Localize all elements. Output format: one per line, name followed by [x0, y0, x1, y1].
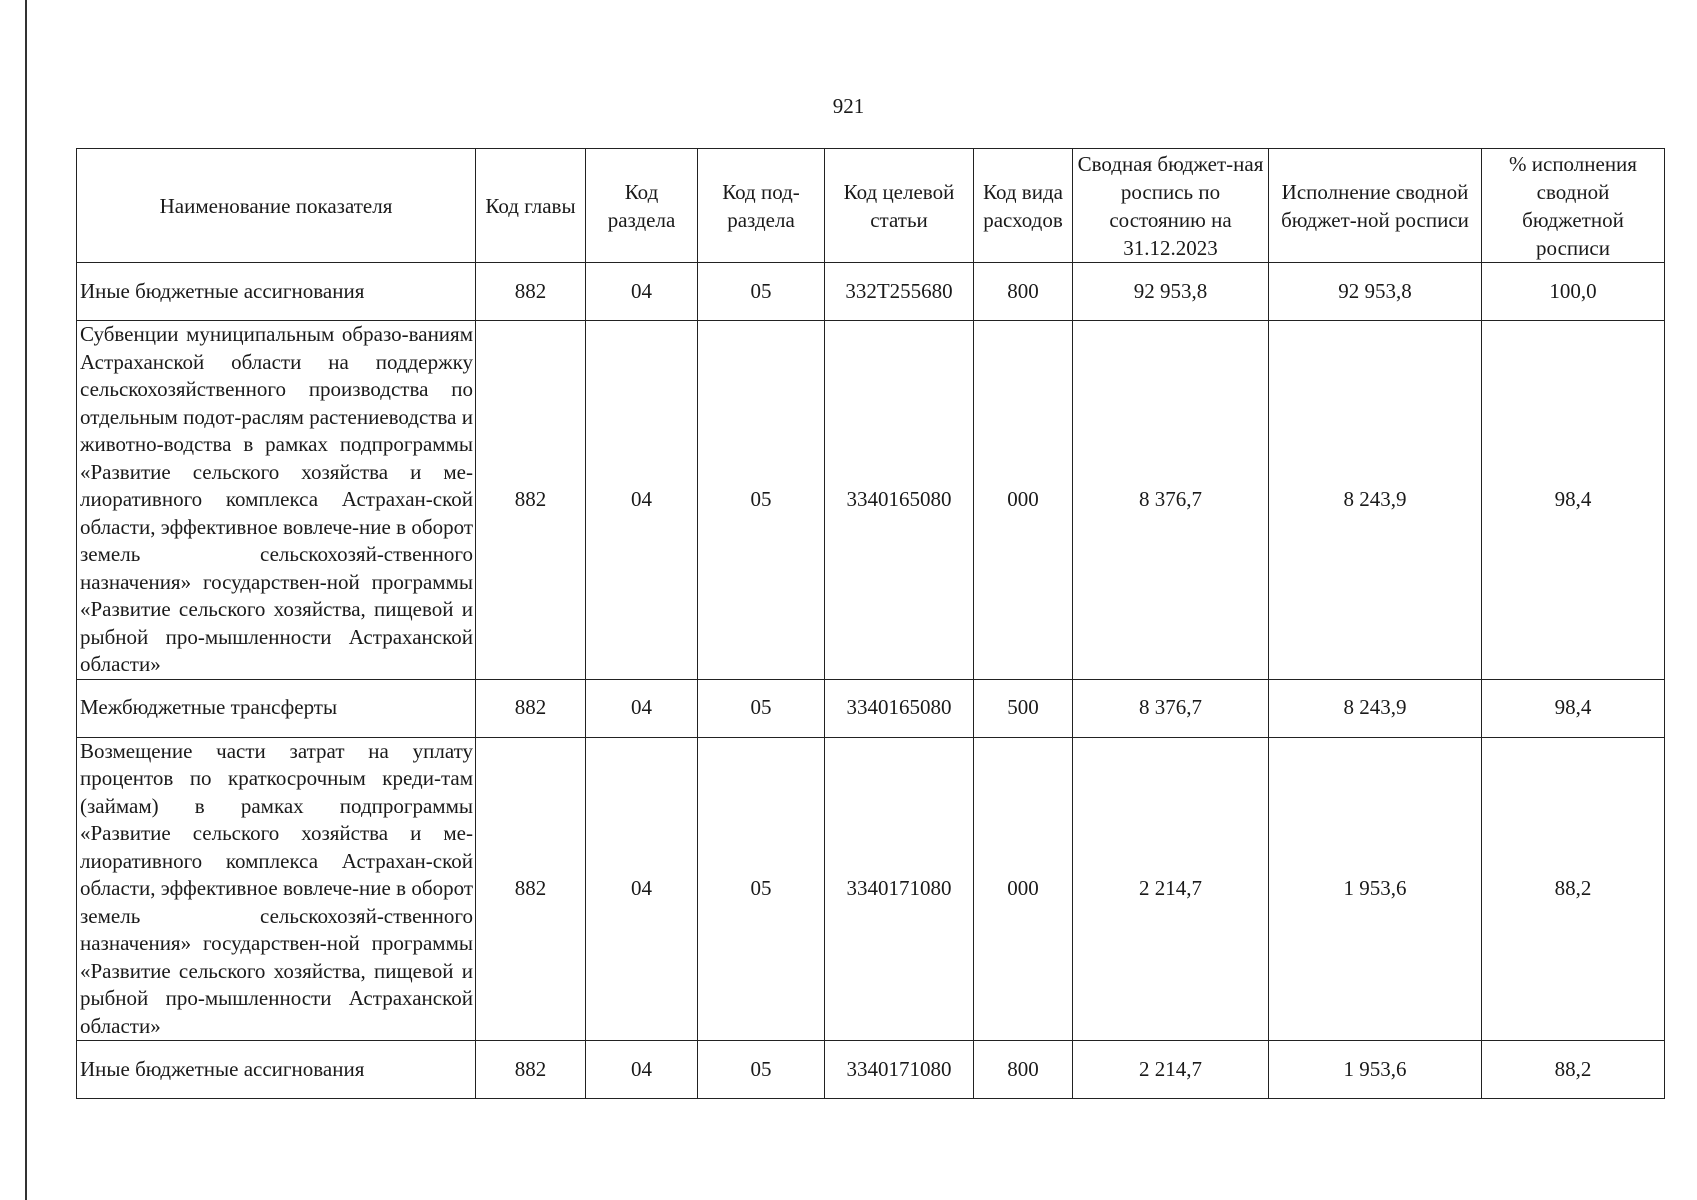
- row-budget: 8 376,7: [1073, 321, 1269, 680]
- budget-execution-table: [76, 148, 1665, 1099]
- header-subsection-code: Код под-раздела: [698, 149, 825, 263]
- table-row: [77, 321, 1665, 680]
- row-subsection: 05: [698, 321, 825, 680]
- table-header-row: [77, 149, 1665, 263]
- row-percent: 98,4: [1482, 679, 1665, 737]
- row-expense-type: 800: [974, 1041, 1073, 1099]
- row-percent: 100,0: [1482, 263, 1665, 321]
- row-execution: 8 243,9: [1269, 679, 1482, 737]
- table-row: [77, 737, 1665, 1041]
- row-target: 3340165080: [825, 321, 974, 680]
- row-execution: 1 953,6: [1269, 1041, 1482, 1099]
- row-budget: 92 953,8: [1073, 263, 1269, 321]
- row-chapter: 882: [476, 737, 586, 1041]
- header-chapter-code: Код главы: [476, 149, 586, 263]
- row-section: 04: [586, 263, 698, 321]
- row-name: Возмещение части затрат на уплату процентов по краткосрочным креди-там (займам) в рамках подпрограммы «Развитие сельского хозяйства и ме-лиоративного комплекса Астрахан-ской области, эффективное вовлече-ние в оборот земель сельскохозяй-ственного назначения» государствен-ной программы «Развитие сельского хозяйства, пищевой и рыбной про-мышленности Астраханской области»: [77, 737, 476, 1041]
- row-section: 04: [586, 1041, 698, 1099]
- row-expense-type: 500: [974, 679, 1073, 737]
- row-subsection: 05: [698, 263, 825, 321]
- header-name: Наименование показателя: [77, 149, 476, 263]
- row-chapter: 882: [476, 679, 586, 737]
- row-section: 04: [586, 321, 698, 680]
- row-execution: 92 953,8: [1269, 263, 1482, 321]
- row-percent: 88,2: [1482, 1041, 1665, 1099]
- row-percent: 88,2: [1482, 737, 1665, 1041]
- row-budget: 2 214,7: [1073, 1041, 1269, 1099]
- row-target: 3340165080: [825, 679, 974, 737]
- row-section: 04: [586, 679, 698, 737]
- row-subsection: 05: [698, 1041, 825, 1099]
- table-row: [77, 263, 1665, 321]
- row-section: 04: [586, 737, 698, 1041]
- table-row: [77, 679, 1665, 737]
- page-number: 921: [832, 94, 865, 118]
- row-target: 3340171080: [825, 737, 974, 1041]
- row-budget: 8 376,7: [1073, 679, 1269, 737]
- row-chapter: 882: [476, 321, 586, 680]
- header-section-code: Код раздела: [586, 149, 698, 263]
- table-row: [77, 1041, 1665, 1099]
- row-name: Межбюджетные трансферты: [77, 679, 476, 737]
- row-budget: 2 214,7: [1073, 737, 1269, 1041]
- row-execution: 8 243,9: [1269, 321, 1482, 680]
- row-subsection: 05: [698, 737, 825, 1041]
- page-binding-line: [25, 0, 27, 1200]
- row-target: 3340171080: [825, 1041, 974, 1099]
- row-name: Субвенции муниципальным образо-ваниям Астраханской области на поддержку сельскохозяйственного производства по отдельным подот-раслям растениеводства и животно-водства в рамках подпрограммы «Развитие сельского хозяйства и ме-лиоративного комплекса Астрахан-ской области, эффективное вовлече-ние в оборот земель сельскохозяй-ственного назначения» государствен-ной программы «Развитие сельского хозяйства, пищевой и рыбной про-мышленности Астраханской области»: [77, 321, 476, 680]
- header-execution: Исполнение сводной бюджет-ной росписи: [1269, 149, 1482, 263]
- row-expense-type: 000: [974, 737, 1073, 1041]
- row-chapter: 882: [476, 1041, 586, 1099]
- header-budget-list: Сводная бюджет-ная роспись по состоянию на 31.12.2023: [1073, 149, 1269, 263]
- row-target: 332Т255680: [825, 263, 974, 321]
- row-expense-type: 000: [974, 321, 1073, 680]
- header-expense-type-code: Код вида расходов: [974, 149, 1073, 263]
- row-name: Иные бюджетные ассигнования: [77, 263, 476, 321]
- header-execution-percent: % исполнения сводной бюджетной росписи: [1482, 149, 1665, 263]
- row-subsection: 05: [698, 679, 825, 737]
- row-execution: 1 953,6: [1269, 737, 1482, 1041]
- row-name: Иные бюджетные ассигнования: [77, 1041, 476, 1099]
- row-percent: 98,4: [1482, 321, 1665, 680]
- row-chapter: 882: [476, 263, 586, 321]
- row-expense-type: 800: [974, 263, 1073, 321]
- header-target-code: Код целевой статьи: [825, 149, 974, 263]
